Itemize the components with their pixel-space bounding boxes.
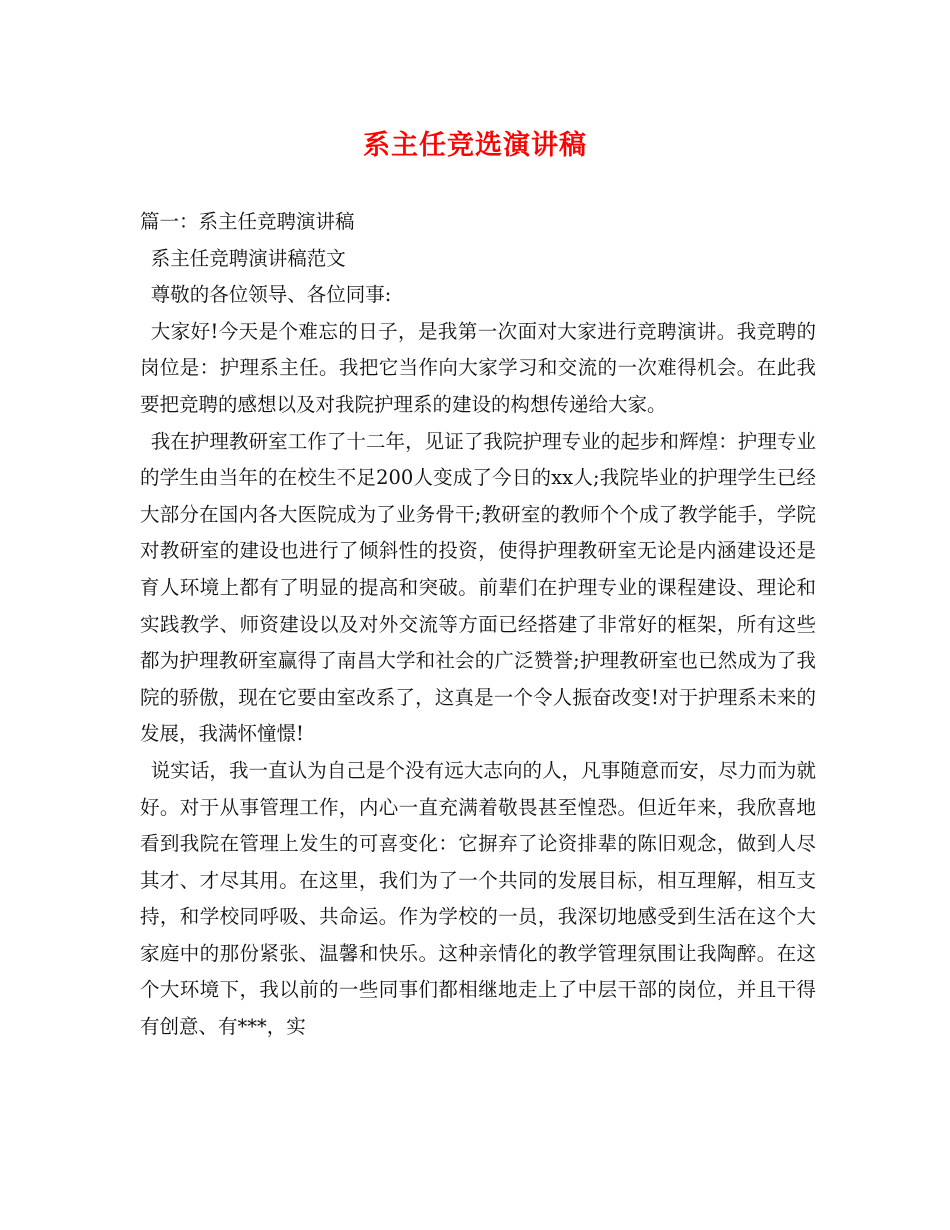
paragraph-3: 说实话，我一直认为自己是个没有远大志向的人，凡事随意而安，尽力而为就好。对于从事管理工作，内心一直充满着敬畏甚至惶恐。但近年来，我欣喜地看到我院在管理上发生的可喜变化：它摒弃了论资排辈的陈旧观念，做到人尽其才、才尽其用。在这里，我们为了一个共同的发展目标，相互理解，相互支持，和学校同呼吸、共命运。作为学校的一员，我深切地感受到生活在这个大家庭中的那份紧张、温馨和快乐。这种亲情化的教学管理氛围让我陶醉。在这个大环境下，我以前的一些同事们都相继地走上了中层干部的岗位，并且干得有创意、有***，实 xyxy=(140,758,816,1039)
document-subtitle: 系主任竞聘演讲稿范文 xyxy=(150,246,346,270)
paragraph-2: 我在护理教研室工作了十二年，见证了我院护理专业的起步和辉煌：护理专业的学生由当年的在校生不足200人变成了今日的xx人;我院毕业的护理学生已经大部分在国内各大医院成为了业务骨干;教研室的教师个个成了教学能手，学院对教研室的建设也进行了倾斜性的投资，使得护理教研室无论是内涵建设还是育人环境上都有了明显的提高和突破。前辈们在护理专业的课程建设、理论和实践教学、师资建设以及对外交流等方面已经搭建了非常好的框架，所有这些都为护理教研室赢得了南昌大学和社会的广泛赞誉;护理教研室也已然成为了我院的骄傲，现在它要由室改系了，这真是一个令人振奋改变!对于护理系未来的发展，我满怀憧憬! xyxy=(140,429,816,746)
section-heading: 篇一：系主任竞聘演讲稿 xyxy=(140,210,355,233)
document-title: 系主任竞选演讲稿 xyxy=(363,130,587,161)
document-body xyxy=(140,204,816,1046)
salutation: 尊敬的各位领导、各位同事: xyxy=(150,283,392,307)
paragraph-1: 大家好!今天是个难忘的日子，是我第一次面对大家进行竞聘演讲。我竞聘的岗位是：护理系主任。我把它当作向大家学习和交流的一次难得机会。在此我要把竞聘的感想以及对我院护理系的建设的构想传递给大家。 xyxy=(140,319,816,416)
